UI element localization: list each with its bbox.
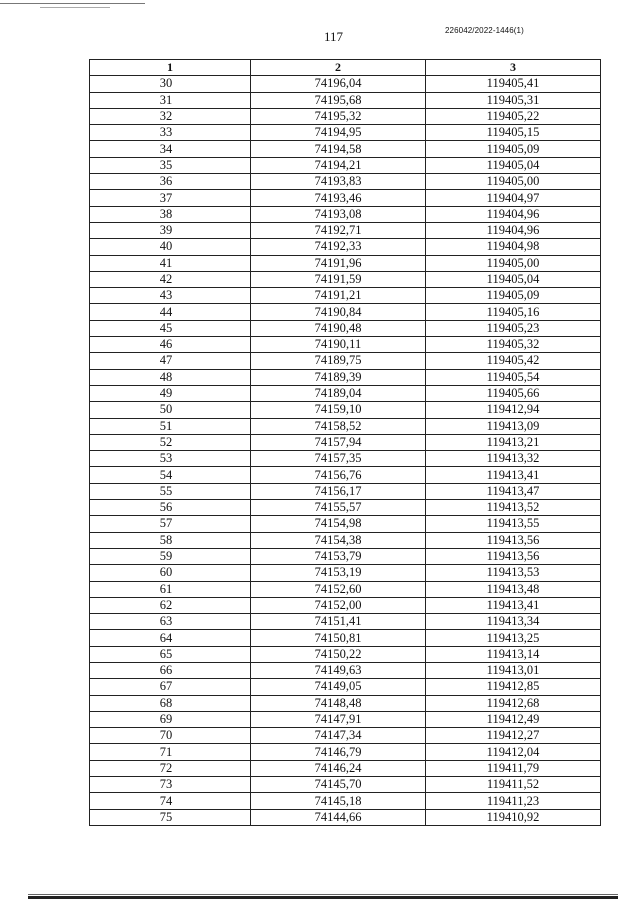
coordinate-x-cell: 74193,46 <box>251 190 426 206</box>
coordinate-y-cell: 119413,41 <box>426 467 601 483</box>
table-row <box>90 809 601 825</box>
table-row <box>90 174 601 190</box>
coordinate-y-cell: 119412,27 <box>426 728 601 744</box>
point-number-cell: 57 <box>90 516 251 532</box>
coordinate-y-cell: 119405,09 <box>426 288 601 304</box>
top-rule <box>0 3 145 4</box>
coordinate-x-cell: 74151,41 <box>251 614 426 630</box>
coordinate-y-cell: 119413,55 <box>426 516 601 532</box>
point-number-cell: 65 <box>90 646 251 662</box>
coordinate-y-cell: 119405,09 <box>426 141 601 157</box>
table-row <box>90 141 601 157</box>
coordinate-x-cell: 74149,05 <box>251 679 426 695</box>
coordinate-y-cell: 119412,49 <box>426 711 601 727</box>
coordinate-x-cell: 74191,96 <box>251 255 426 271</box>
point-number-cell: 40 <box>90 239 251 255</box>
table-row <box>90 255 601 271</box>
coordinate-x-cell: 74191,59 <box>251 271 426 287</box>
coordinate-y-cell: 119413,41 <box>426 597 601 613</box>
coordinate-y-cell: 119405,04 <box>426 271 601 287</box>
coordinate-x-cell: 74156,76 <box>251 467 426 483</box>
coordinate-x-cell: 74146,79 <box>251 744 426 760</box>
coordinate-x-cell: 74189,04 <box>251 385 426 401</box>
point-number-cell: 32 <box>90 108 251 124</box>
coordinate-x-cell: 74193,83 <box>251 174 426 190</box>
point-number-cell: 38 <box>90 206 251 222</box>
coordinate-x-cell: 74148,48 <box>251 695 426 711</box>
coordinate-x-cell: 74193,08 <box>251 206 426 222</box>
coordinate-x-cell: 74146,24 <box>251 760 426 776</box>
coordinate-x-cell: 74190,48 <box>251 320 426 336</box>
table-row <box>90 369 601 385</box>
table-body <box>90 76 601 826</box>
point-number-cell: 67 <box>90 679 251 695</box>
coordinate-x-cell: 74195,32 <box>251 108 426 124</box>
point-number-cell: 41 <box>90 255 251 271</box>
table-row <box>90 190 601 206</box>
table-row <box>90 662 601 678</box>
table-row <box>90 125 601 141</box>
coordinate-y-cell: 119413,32 <box>426 451 601 467</box>
table-row <box>90 385 601 401</box>
point-number-cell: 59 <box>90 548 251 564</box>
point-number-cell: 52 <box>90 434 251 450</box>
table-row <box>90 614 601 630</box>
point-number-cell: 54 <box>90 467 251 483</box>
coordinate-y-cell: 119412,04 <box>426 744 601 760</box>
point-number-cell: 42 <box>90 271 251 287</box>
coordinate-x-cell: 74145,70 <box>251 777 426 793</box>
point-number-cell: 63 <box>90 614 251 630</box>
coordinate-x-cell: 74158,52 <box>251 418 426 434</box>
coordinate-x-cell: 74150,22 <box>251 646 426 662</box>
coordinate-x-cell: 74149,63 <box>251 662 426 678</box>
coordinate-y-cell: 119405,22 <box>426 108 601 124</box>
table-row <box>90 108 601 124</box>
coordinate-x-cell: 74195,68 <box>251 92 426 108</box>
point-number-cell: 39 <box>90 222 251 238</box>
table-row <box>90 679 601 695</box>
table-row <box>90 402 601 418</box>
table-row <box>90 304 601 320</box>
coordinate-y-cell: 119404,96 <box>426 222 601 238</box>
coordinate-y-cell: 119411,52 <box>426 777 601 793</box>
table-row <box>90 581 601 597</box>
table-row <box>90 483 601 499</box>
point-number-cell: 53 <box>90 451 251 467</box>
coordinate-x-cell: 74192,71 <box>251 222 426 238</box>
coordinate-y-cell: 119405,23 <box>426 320 601 336</box>
point-number-cell: 68 <box>90 695 251 711</box>
point-number-cell: 37 <box>90 190 251 206</box>
point-number-cell: 33 <box>90 125 251 141</box>
table-row <box>90 630 601 646</box>
point-number-cell: 62 <box>90 597 251 613</box>
point-number-cell: 66 <box>90 662 251 678</box>
coordinate-x-cell: 74152,60 <box>251 581 426 597</box>
coordinate-x-cell: 74147,34 <box>251 728 426 744</box>
point-number-cell: 44 <box>90 304 251 320</box>
coordinate-y-cell: 119405,31 <box>426 92 601 108</box>
coordinate-x-cell: 74192,33 <box>251 239 426 255</box>
coordinate-y-cell: 119413,34 <box>426 614 601 630</box>
coordinate-y-cell: 119405,00 <box>426 255 601 271</box>
coordinate-x-cell: 74189,39 <box>251 369 426 385</box>
coordinate-y-cell: 119405,41 <box>426 76 601 92</box>
coordinate-y-cell: 119404,98 <box>426 239 601 255</box>
table-row <box>90 777 601 793</box>
point-number-cell: 48 <box>90 369 251 385</box>
coordinate-y-cell: 119413,48 <box>426 581 601 597</box>
coordinates-table <box>89 59 601 826</box>
table-row <box>90 271 601 287</box>
point-number-cell: 73 <box>90 777 251 793</box>
table-row <box>90 239 601 255</box>
point-number-cell: 64 <box>90 630 251 646</box>
coordinate-x-cell: 74154,38 <box>251 532 426 548</box>
coordinate-y-cell: 119405,42 <box>426 353 601 369</box>
point-number-cell: 51 <box>90 418 251 434</box>
point-number-cell: 46 <box>90 337 251 353</box>
point-number-cell: 55 <box>90 483 251 499</box>
table-row <box>90 451 601 467</box>
table-row <box>90 206 601 222</box>
table-row <box>90 157 601 173</box>
point-number-cell: 61 <box>90 581 251 597</box>
table-row <box>90 548 601 564</box>
coordinate-x-cell: 74153,19 <box>251 565 426 581</box>
coordinate-x-cell: 74145,18 <box>251 793 426 809</box>
coordinate-x-cell: 74189,75 <box>251 353 426 369</box>
table-row <box>90 711 601 727</box>
coordinate-y-cell: 119405,66 <box>426 385 601 401</box>
page-number: 117 <box>324 29 344 44</box>
table-row <box>90 320 601 336</box>
coordinate-y-cell: 119411,23 <box>426 793 601 809</box>
coordinate-y-cell: 119413,56 <box>426 548 601 564</box>
coordinate-x-cell: 74190,84 <box>251 304 426 320</box>
table-row <box>90 760 601 776</box>
point-number-cell: 60 <box>90 565 251 581</box>
coordinate-x-cell: 74159,10 <box>251 402 426 418</box>
coordinate-y-cell: 119413,09 <box>426 418 601 434</box>
coordinate-x-cell: 74156,17 <box>251 483 426 499</box>
point-number-cell: 72 <box>90 760 251 776</box>
coordinate-y-cell: 119413,25 <box>426 630 601 646</box>
column-header-2: 2 <box>251 60 426 76</box>
point-number-cell: 43 <box>90 288 251 304</box>
table-row <box>90 467 601 483</box>
coordinate-y-cell: 119405,54 <box>426 369 601 385</box>
table-row <box>90 516 601 532</box>
point-number-cell: 45 <box>90 320 251 336</box>
point-number-cell: 69 <box>90 711 251 727</box>
table-row <box>90 92 601 108</box>
coordinate-x-cell: 74157,35 <box>251 451 426 467</box>
table-row <box>90 434 601 450</box>
point-number-cell: 56 <box>90 500 251 516</box>
table-row <box>90 565 601 581</box>
coordinate-x-cell: 74154,98 <box>251 516 426 532</box>
point-number-cell: 36 <box>90 174 251 190</box>
coordinate-y-cell: 119413,52 <box>426 500 601 516</box>
table-row <box>90 76 601 92</box>
table-row <box>90 646 601 662</box>
coordinate-y-cell: 119412,85 <box>426 679 601 695</box>
table-row <box>90 532 601 548</box>
table-row <box>90 418 601 434</box>
coordinate-y-cell: 119411,79 <box>426 760 601 776</box>
coordinate-y-cell: 119405,16 <box>426 304 601 320</box>
coordinate-x-cell: 74194,21 <box>251 157 426 173</box>
point-number-cell: 49 <box>90 385 251 401</box>
coordinate-y-cell: 119405,32 <box>426 337 601 353</box>
coordinate-y-cell: 119404,96 <box>426 206 601 222</box>
coordinate-x-cell: 74144,66 <box>251 809 426 825</box>
coordinate-y-cell: 119413,01 <box>426 662 601 678</box>
point-number-cell: 34 <box>90 141 251 157</box>
coordinate-x-cell: 74190,11 <box>251 337 426 353</box>
coordinate-y-cell: 119412,94 <box>426 402 601 418</box>
coordinate-y-cell: 119405,15 <box>426 125 601 141</box>
point-number-cell: 58 <box>90 532 251 548</box>
table-row <box>90 500 601 516</box>
coordinate-y-cell: 119413,56 <box>426 532 601 548</box>
top-rule-secondary <box>40 7 110 8</box>
coordinate-y-cell: 119404,97 <box>426 190 601 206</box>
bottom-rule-thin <box>28 894 618 895</box>
coordinate-y-cell: 119413,47 <box>426 483 601 499</box>
coordinate-x-cell: 74153,79 <box>251 548 426 564</box>
coordinate-x-cell: 74196,04 <box>251 76 426 92</box>
coordinate-y-cell: 119405,04 <box>426 157 601 173</box>
table-row <box>90 222 601 238</box>
coordinate-x-cell: 74152,00 <box>251 597 426 613</box>
table-row <box>90 353 601 369</box>
table-row <box>90 728 601 744</box>
document-code: 226042/2022-1446(1) <box>445 26 524 35</box>
coordinate-y-cell: 119405,00 <box>426 174 601 190</box>
coordinate-y-cell: 119413,53 <box>426 565 601 581</box>
point-number-cell: 31 <box>90 92 251 108</box>
coordinate-y-cell: 119413,21 <box>426 434 601 450</box>
point-number-cell: 30 <box>90 76 251 92</box>
coordinate-x-cell: 74155,57 <box>251 500 426 516</box>
point-number-cell: 75 <box>90 809 251 825</box>
coordinate-x-cell: 74157,94 <box>251 434 426 450</box>
point-number-cell: 70 <box>90 728 251 744</box>
coordinate-y-cell: 119412,68 <box>426 695 601 711</box>
bottom-rule <box>28 896 618 899</box>
point-number-cell: 50 <box>90 402 251 418</box>
coordinate-x-cell: 74147,91 <box>251 711 426 727</box>
coordinate-x-cell: 74194,95 <box>251 125 426 141</box>
coordinate-x-cell: 74150,81 <box>251 630 426 646</box>
coordinate-x-cell: 74191,21 <box>251 288 426 304</box>
column-header-1: 1 <box>90 60 251 76</box>
table-row <box>90 288 601 304</box>
table-row <box>90 337 601 353</box>
table-header-row <box>90 60 601 76</box>
table-row <box>90 695 601 711</box>
coordinate-x-cell: 74194,58 <box>251 141 426 157</box>
point-number-cell: 35 <box>90 157 251 173</box>
point-number-cell: 71 <box>90 744 251 760</box>
table-row <box>90 744 601 760</box>
column-header-3: 3 <box>426 60 601 76</box>
point-number-cell: 47 <box>90 353 251 369</box>
coordinate-y-cell: 119410,92 <box>426 809 601 825</box>
table-row <box>90 597 601 613</box>
coordinate-y-cell: 119413,14 <box>426 646 601 662</box>
point-number-cell: 74 <box>90 793 251 809</box>
table-row <box>90 793 601 809</box>
